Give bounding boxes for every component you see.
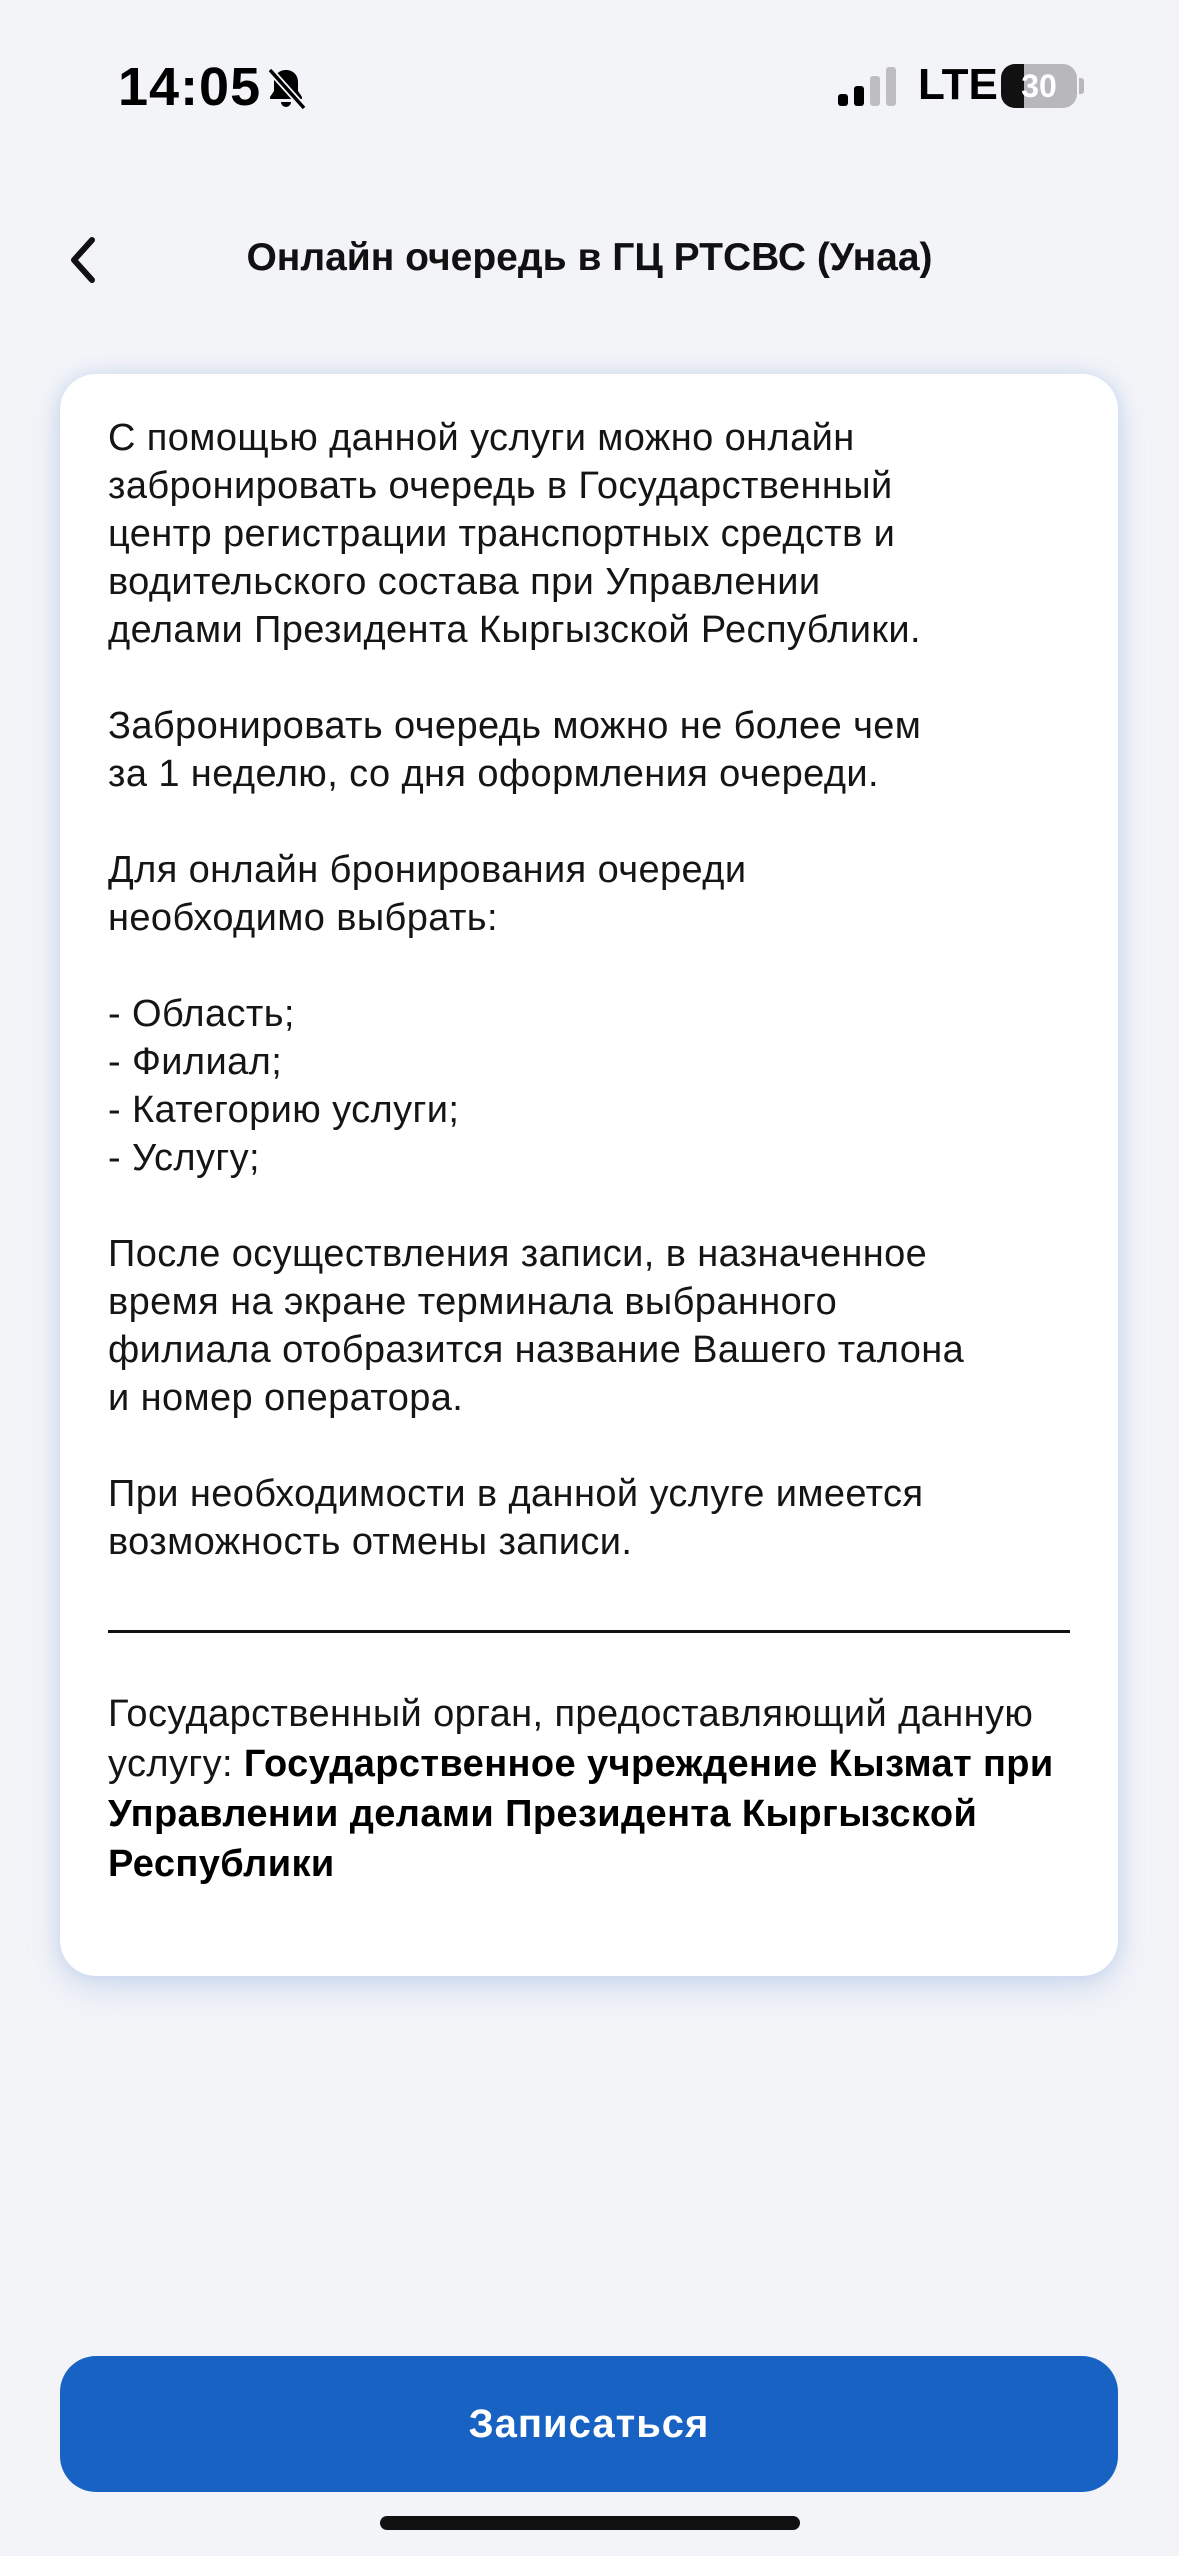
booking-limit-paragraph: Забронировать очередь можно не более чем за 1 неделю, со дня оформления очереди. — [108, 705, 922, 795]
divider — [108, 1630, 1070, 1633]
chevron-left-icon — [64, 232, 104, 288]
bell-slash-icon — [262, 64, 310, 112]
cancellation-paragraph: При необходимости в данной услуге имеется возможность отмены записи. — [108, 1473, 924, 1563]
selection-list: - Область; - Филиал; - Категорию услуги; - Услугу; — [108, 993, 460, 1179]
status-time: 14:05 — [118, 57, 262, 117]
agency-prefix: Государственный орган, предоставляющий данную услугу: — [108, 1693, 1034, 1785]
after-booking-paragraph: После осуществления записи, в назначенное время на экране терминала выбранного филиала отобразится название Вашего талона и номер оператора. — [108, 1233, 965, 1419]
signal-icon — [836, 66, 900, 108]
network-label: LTE — [918, 60, 998, 109]
selection-intro-paragraph: Для онлайн бронирования очереди необходимо выбрать: — [108, 849, 747, 939]
service-info-card — [60, 374, 1118, 1976]
status-bar — [0, 0, 1179, 170]
agency-name: Государственное учреждение Кызмат при Управлении делами Президента Кыргызской Республики — [108, 1743, 1054, 1885]
nav-header — [0, 210, 1179, 310]
page-title: Онлайн очередь в ГЦ РТСВС (Унаа) — [246, 236, 933, 279]
back-button[interactable] — [48, 224, 120, 296]
home-indicator[interactable] — [380, 2516, 800, 2530]
agency-info — [108, 1689, 1070, 1889]
book-button-label: Записаться — [468, 2401, 710, 2446]
description-paragraph: С помощью данной услуги можно онлайн забронировать очередь в Государственный центр регистрации транспортных средств и водительского состава при Управлении делами Президента Кыргызской Республики. — [108, 417, 922, 651]
book-button[interactable] — [60, 2356, 1118, 2492]
battery-icon — [1001, 64, 1083, 108]
battery-level: 30 — [1021, 68, 1057, 104]
